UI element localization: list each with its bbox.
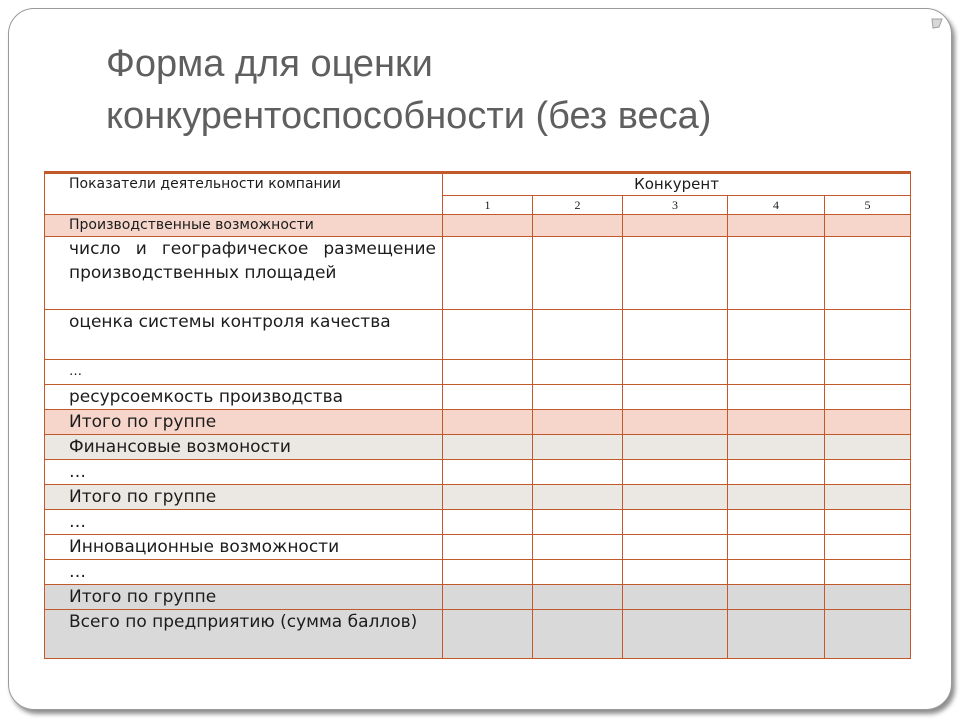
competitor-number: 4 [728, 196, 825, 215]
row-label: Итого по группе [45, 585, 443, 610]
table-row [45, 585, 911, 610]
table-row [45, 485, 911, 510]
score-cell[interactable] [443, 485, 533, 510]
table-row [45, 460, 911, 485]
score-cell[interactable] [443, 585, 533, 610]
score-cell[interactable] [623, 585, 728, 610]
table-header-row [45, 173, 911, 196]
row-label: … [45, 360, 443, 385]
score-cell[interactable] [728, 485, 825, 510]
score-cell[interactable] [443, 385, 533, 410]
score-cell[interactable] [533, 460, 623, 485]
evaluation-table [44, 171, 911, 659]
row-label: Итого по группе [45, 410, 443, 435]
score-cell[interactable] [623, 610, 728, 659]
score-cell[interactable] [623, 510, 728, 535]
indicators-header: Показатели деятельности компании [45, 173, 443, 215]
table-row [45, 435, 911, 460]
row-label: Финансовые возмоности [45, 435, 443, 460]
row-label: Инновационные возможности [45, 535, 443, 560]
competitor-header: Конкурент [443, 173, 911, 196]
score-cell[interactable] [533, 510, 623, 535]
score-cell[interactable] [443, 610, 533, 659]
score-cell[interactable] [728, 510, 825, 535]
score-cell[interactable] [728, 535, 825, 560]
row-label: ресурсоемкость производства [45, 385, 443, 410]
score-cell[interactable] [443, 410, 533, 435]
score-cell[interactable] [728, 385, 825, 410]
score-cell[interactable] [533, 237, 623, 310]
score-cell[interactable] [443, 510, 533, 535]
score-cell[interactable] [533, 535, 623, 560]
page-title [106, 38, 906, 142]
score-cell[interactable] [825, 460, 911, 485]
row-label: число и географическое размещение производственных площадей [45, 237, 443, 310]
score-cell[interactable] [728, 237, 825, 310]
score-cell[interactable] [825, 360, 911, 385]
score-cell[interactable] [825, 215, 911, 237]
table-row [45, 385, 911, 410]
competitor-number: 5 [825, 196, 911, 215]
score-cell[interactable] [443, 237, 533, 310]
score-cell[interactable] [728, 610, 825, 659]
score-cell[interactable] [728, 310, 825, 360]
table-row [45, 510, 911, 535]
row-label: … [45, 460, 443, 485]
score-cell[interactable] [825, 410, 911, 435]
competitor-number: 2 [533, 196, 623, 215]
score-cell[interactable] [825, 585, 911, 610]
score-cell[interactable] [623, 485, 728, 510]
score-cell[interactable] [728, 360, 825, 385]
competitor-number: 3 [623, 196, 728, 215]
score-cell[interactable] [623, 385, 728, 410]
score-cell[interactable] [825, 310, 911, 360]
score-cell[interactable] [623, 560, 728, 585]
table-row [45, 310, 911, 360]
competitor-number: 1 [443, 196, 533, 215]
score-cell[interactable] [533, 385, 623, 410]
slide-bullet-icon [930, 16, 944, 30]
score-cell[interactable] [728, 585, 825, 610]
score-cell[interactable] [728, 410, 825, 435]
row-label: Производственные возможности [45, 215, 443, 237]
score-cell[interactable] [825, 510, 911, 535]
score-cell[interactable] [443, 360, 533, 385]
score-cell[interactable] [533, 215, 623, 237]
score-cell[interactable] [533, 485, 623, 510]
row-label: Всего по предприятию (сумма баллов) [45, 610, 443, 659]
score-cell[interactable] [728, 460, 825, 485]
score-cell[interactable] [533, 410, 623, 435]
score-cell[interactable] [825, 435, 911, 460]
score-cell[interactable] [533, 560, 623, 585]
table-row [45, 410, 911, 435]
score-cell[interactable] [623, 460, 728, 485]
title-line-1: Форма для оценки [106, 43, 433, 85]
score-cell[interactable] [825, 560, 911, 585]
table-row [45, 535, 911, 560]
score-cell[interactable] [825, 610, 911, 659]
score-cell[interactable] [443, 535, 533, 560]
score-cell[interactable] [443, 560, 533, 585]
score-cell[interactable] [728, 435, 825, 460]
score-cell[interactable] [623, 435, 728, 460]
row-label: … [45, 560, 443, 585]
score-cell[interactable] [533, 585, 623, 610]
row-label: Итого по группе [45, 485, 443, 510]
row-label: оценка системы контроля качества [45, 310, 443, 360]
score-cell[interactable] [443, 460, 533, 485]
score-cell[interactable] [443, 215, 533, 237]
table-row [45, 610, 911, 659]
score-cell[interactable] [623, 310, 728, 360]
score-cell[interactable] [825, 237, 911, 310]
table-row [45, 360, 911, 385]
row-label: … [45, 510, 443, 535]
score-cell[interactable] [533, 310, 623, 360]
score-cell[interactable] [825, 385, 911, 410]
title-line-2: конкурентоспособности (без веса) [106, 95, 712, 137]
table-row [45, 237, 911, 310]
score-cell[interactable] [533, 360, 623, 385]
score-cell[interactable] [623, 535, 728, 560]
score-cell[interactable] [623, 360, 728, 385]
score-cell[interactable] [623, 237, 728, 310]
score-cell[interactable] [623, 410, 728, 435]
score-cell[interactable] [443, 310, 533, 360]
score-cell[interactable] [443, 435, 533, 460]
score-cell[interactable] [728, 560, 825, 585]
score-cell[interactable] [825, 485, 911, 510]
table-row [45, 215, 911, 237]
score-cell[interactable] [533, 610, 623, 659]
score-cell[interactable] [533, 435, 623, 460]
table-row [45, 560, 911, 585]
score-cell[interactable] [825, 535, 911, 560]
score-cell[interactable] [728, 215, 825, 237]
score-cell[interactable] [623, 215, 728, 237]
